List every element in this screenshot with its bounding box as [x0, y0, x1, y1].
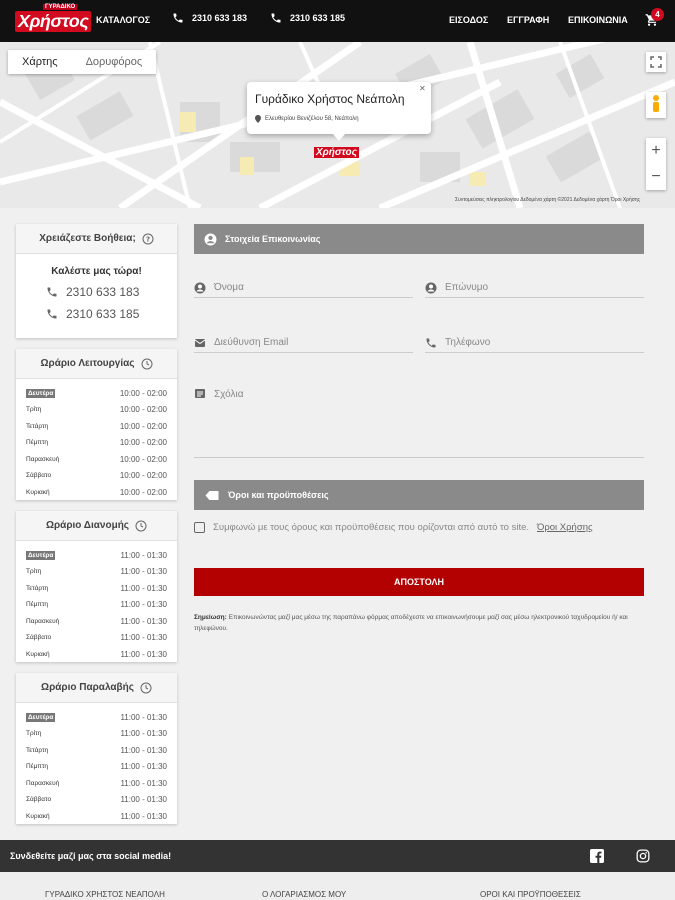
note-text: Επικοινωνώντας μαζί μας μέσω της παραπάνω φόρμας αποδέχεστε να επικοινωνήσουμε μαζί σας μέσω ηλεκτρονικού ταχυδρομείου ή/ και τηλεφώνου.: [194, 614, 628, 632]
hours-day: Παρασκευή: [26, 455, 60, 463]
pegman-icon: [646, 92, 666, 118]
logo-small-text: ΓΥΡΑΔΙΚΟ: [45, 4, 76, 10]
help-card-title: Χρειάζεστε Βοήθεια;: [39, 233, 136, 244]
footer-link-account[interactable]: Ο ΛΟΓΑΡΙΑΣΜΟΣ ΜΟΥ: [262, 890, 347, 899]
tag-icon: [204, 489, 220, 502]
map-fullscreen-button[interactable]: [646, 52, 666, 72]
phone-icon: [46, 308, 58, 320]
zoom-in-button[interactable]: +: [651, 142, 661, 159]
top-navigation-bar: [0, 0, 675, 42]
email-field[interactable]: [194, 333, 413, 353]
form-note: [194, 612, 644, 634]
hours-day: Σάββατο: [26, 634, 52, 642]
hours-day: Δευτέρα: [28, 713, 54, 721]
hours-day: Τετάρτη: [26, 584, 49, 592]
contact-section-header: [194, 224, 644, 254]
clock-icon: [141, 358, 153, 370]
hours-card-title: Ωράριο Διανομής: [45, 520, 130, 531]
hours-day: Τρίτη: [26, 568, 42, 576]
terms-section-header: [194, 480, 644, 510]
surname-placeholder: Επώνυμο: [445, 282, 489, 293]
name-field[interactable]: [194, 278, 413, 298]
footer-links: [0, 872, 675, 900]
mail-icon: [194, 337, 206, 349]
hours-row: [26, 484, 167, 501]
hours-card-pickup: [16, 673, 177, 824]
map-zoom-controls: [646, 138, 666, 190]
hours-row: [26, 418, 167, 435]
hours-row: [26, 775, 167, 792]
facebook-icon[interactable]: [590, 849, 604, 863]
phone-icon: [270, 12, 282, 24]
hours-card-header: [16, 511, 177, 541]
hours-time: 11:00 - 01:30: [120, 649, 167, 659]
clock-icon: [140, 682, 152, 694]
hours-row: [26, 792, 167, 809]
note-label: Σημείωση:: [194, 614, 227, 621]
hours-time: 11:00 - 01:30: [120, 811, 167, 821]
hours-day: Σάββατο: [26, 796, 52, 804]
hours-list: [16, 703, 177, 825]
popup-title: Γυράδικο Χρήστος Νεάπολη: [255, 92, 405, 106]
hours-day: Παρασκευή: [26, 617, 60, 625]
hours-time: 11:00 - 01:30: [120, 729, 167, 739]
terms-checkbox[interactable]: [194, 522, 205, 533]
clock-icon: [135, 520, 147, 532]
popup-close-icon[interactable]: ✕: [419, 84, 426, 93]
hours-time: 11:00 - 01:30: [120, 745, 167, 755]
hours-time: 10:00 - 02:00: [119, 405, 167, 415]
map-tab-map[interactable]: Χάρτης: [22, 56, 58, 68]
hours-day: Πέμπτη: [26, 439, 49, 447]
hours-card-header: [16, 673, 177, 703]
hours-day: Τετάρτη: [26, 746, 49, 754]
terms-section-title: Όροι και προϋποθέσεις: [228, 490, 329, 500]
map-type-tabs: [8, 50, 156, 74]
hours-row: [26, 451, 167, 468]
phone-icon: [172, 12, 184, 24]
help-phone-2[interactable]: [46, 307, 177, 321]
hours-time: 10:00 - 02:00: [119, 388, 167, 398]
hours-list: [16, 379, 177, 501]
hours-time: 11:00 - 01:30: [120, 762, 167, 772]
map-info-popup: [247, 82, 431, 134]
hours-day: Σάββατο: [26, 472, 52, 480]
phone-icon: [425, 337, 437, 349]
hours-time: 11:00 - 01:30: [120, 778, 167, 788]
footer-link-terms[interactable]: ΟΡΟΙ ΚΑΙ ΠΡΟΫΠΟΘΕΣΕΙΣ: [480, 890, 581, 899]
hours-row: [26, 726, 167, 743]
call-us-title: Καλέστε μας τώρα!: [51, 266, 142, 277]
hours-row: [26, 468, 167, 485]
hours-time: 10:00 - 02:00: [119, 421, 167, 431]
hours-row: [26, 402, 167, 419]
hours-time: 10:00 - 02:00: [119, 487, 167, 497]
nav-catalog-link[interactable]: ΚΑΤΑΛΟΓΟΣ: [96, 15, 151, 25]
hours-card-header: [16, 349, 177, 379]
hours-day: Τετάρτη: [26, 422, 49, 430]
terms-agreement: [194, 522, 593, 533]
help-icon: [142, 233, 154, 245]
map-tab-satellite[interactable]: Δορυφόρος: [85, 56, 143, 68]
hours-day: Πέμπτη: [26, 601, 49, 609]
street-view-button[interactable]: [646, 92, 666, 118]
nav-phone-1[interactable]: [172, 12, 247, 24]
nav-login-link[interactable]: ΕΙΣΟΔΟΣ: [449, 15, 489, 25]
email-placeholder: Διεύθυνση Email: [214, 337, 289, 348]
hours-row: [26, 435, 167, 452]
cart-count-badge: 4: [651, 8, 664, 21]
hours-time: 11:00 - 01:30: [120, 600, 167, 610]
hours-day: Κυριακή: [26, 650, 50, 658]
site-logo[interactable]: [15, 4, 89, 38]
terms-text: Συμφωνώ με τους όρους και προϋποθέσεις που ορίζονται από αυτό το site.: [213, 522, 530, 533]
comment-icon: [194, 388, 206, 400]
hours-time: 10:00 - 02:00: [119, 438, 167, 448]
map-attribution: Συντομεύσεις πληκτρολογίου Δεδομένα χάρτη ©2021 Δεδομένα χάρτη Όροι Χρήσης: [455, 197, 641, 203]
zoom-out-button[interactable]: −: [651, 168, 661, 185]
instagram-icon[interactable]: [636, 849, 650, 863]
hours-time: 11:00 - 01:30: [120, 550, 167, 560]
fullscreen-icon: [646, 52, 666, 72]
comments-field[interactable]: [194, 388, 644, 458]
hours-card-operating: [16, 349, 177, 500]
logo-big-text: Χρήστος: [15, 11, 91, 32]
hours-row: [26, 613, 167, 630]
phone-icon: [46, 286, 58, 298]
hours-row: [26, 547, 167, 564]
hours-day: Πέμπτη: [26, 763, 49, 771]
hours-row: [26, 808, 167, 825]
terms-of-use-link[interactable]: Όροι Χρήσης: [537, 522, 593, 533]
hours-row: [26, 742, 167, 759]
phone-placeholder: Τηλέφωνο: [445, 337, 491, 348]
hours-day: Κυριακή: [26, 488, 50, 496]
help-card: [16, 224, 177, 338]
hours-time: 11:00 - 01:30: [120, 795, 167, 805]
help-phone-2-text: 2310 633 185: [66, 307, 140, 321]
account-circle-icon: [425, 282, 437, 294]
account-circle-icon: [204, 233, 217, 246]
map-marker[interactable]: Χρήστος: [316, 147, 357, 158]
account-circle-icon: [194, 282, 206, 294]
hours-row: [26, 564, 167, 581]
hours-list: [16, 541, 177, 663]
hours-time: 11:00 - 01:30: [120, 567, 167, 577]
hours-day: Κυριακή: [26, 812, 50, 820]
hours-card-title: Ωράριο Παραλαβής: [41, 682, 134, 693]
hours-day: Παρασκευή: [26, 779, 60, 787]
hours-row: [26, 597, 167, 614]
hours-day: Δευτέρα: [28, 551, 54, 559]
hours-card-delivery: [16, 511, 177, 662]
hours-row: [26, 709, 167, 726]
social-text: Συνδεθείτε μαζί μας στα social media!: [10, 851, 172, 861]
hours-time: 11:00 - 01:30: [120, 712, 167, 722]
hours-time: 10:00 - 02:00: [119, 454, 167, 464]
svg-text:?: ?: [145, 235, 150, 243]
phone-field[interactable]: [425, 333, 644, 353]
hours-card-title: Ωράριο Λειτουργίας: [40, 358, 135, 369]
contact-section-title: Στοιχεία Επικοινωνίας: [225, 234, 321, 244]
nav-contact-link[interactable]: ΕΠΙΚΟΙΝΩΝΙΑ: [568, 15, 628, 25]
hours-day: Τρίτη: [26, 406, 42, 414]
help-phone-1[interactable]: [46, 285, 177, 299]
surname-field[interactable]: [425, 278, 644, 298]
nav-phone-2[interactable]: [270, 12, 345, 24]
help-card-header: [16, 224, 177, 254]
help-phone-1-text: 2310 633 183: [66, 285, 140, 299]
nav-register-link[interactable]: ΕΓΓΡΑΦΗ: [507, 15, 550, 25]
footer-link-store[interactable]: ΓΥΡΑΔΙΚΟ ΧΡΗΣΤΟΣ ΝΕΑΠΟΛΗ: [45, 890, 165, 899]
popup-tail: [333, 134, 345, 141]
name-placeholder: Όνομα: [214, 282, 244, 293]
nav-phone-2-text: 2310 633 185: [290, 13, 346, 23]
social-bar: [0, 840, 675, 872]
popup-address: Ελευθερίου Βενιζέλου 58, Νεάπολη: [265, 116, 359, 122]
hours-time: 10:00 - 02:00: [119, 471, 167, 481]
hours-row: [26, 385, 167, 402]
hours-row: [26, 646, 167, 663]
hours-row: [26, 759, 167, 776]
hours-day: Δευτέρα: [28, 389, 54, 397]
hours-day: Τρίτη: [26, 730, 42, 738]
location-map[interactable]: [0, 42, 675, 208]
hours-row: [26, 630, 167, 647]
hours-time: 11:00 - 01:30: [120, 583, 167, 593]
submit-button[interactable]: ΑΠΟΣΤΟΛΗ: [194, 568, 644, 596]
location-pin-icon: [255, 115, 261, 123]
hours-time: 11:00 - 01:30: [120, 633, 167, 643]
hours-time: 11:00 - 01:30: [120, 616, 167, 626]
comments-placeholder: Σχόλια: [214, 388, 244, 400]
hours-row: [26, 580, 167, 597]
nav-phone-1-text: 2310 633 183: [192, 13, 248, 23]
